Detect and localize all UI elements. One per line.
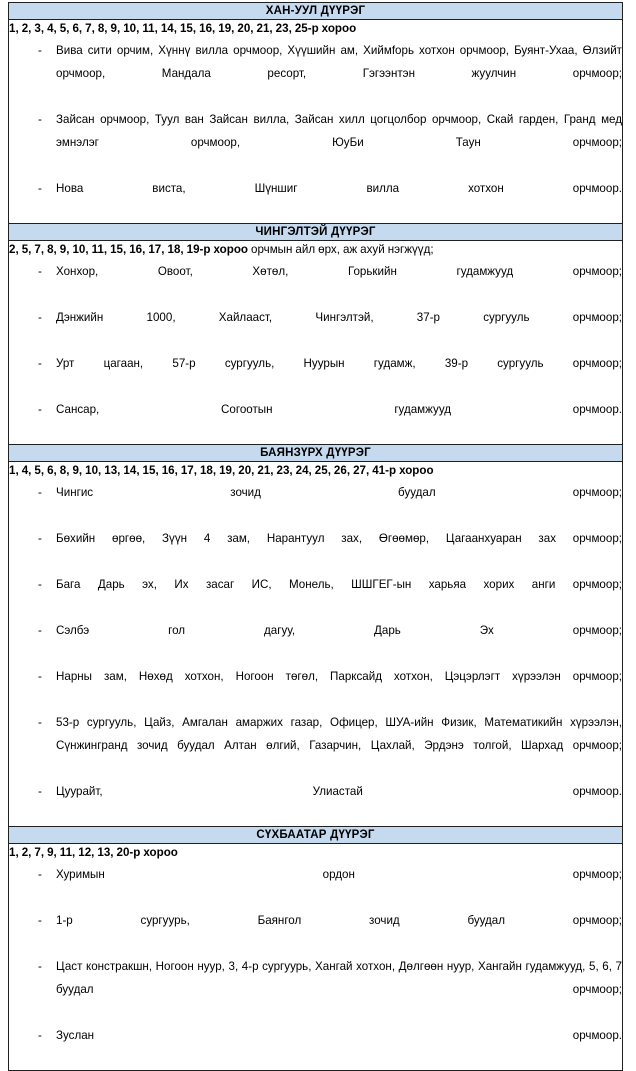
bullet-dash-icon: - — [38, 486, 42, 499]
district-location-table — [8, 2, 623, 1071]
location-list-item — [9, 398, 622, 444]
bullet-dash-icon: - — [38, 403, 42, 416]
location-list-item-text: Хонхор, Овоот, Хөтөл, Горькийн гудамжууд орчмоор; — [56, 265, 622, 278]
bullet-dash-icon: - — [38, 578, 42, 591]
location-list-item-text: Урт цагаан, 57-р сургууль, Нуурын гудамж, 39-р сургууль орчмоор; — [56, 357, 622, 370]
bullet-dash-icon: - — [38, 532, 42, 545]
bullet-dash-icon: - — [38, 624, 42, 637]
location-list-item — [9, 260, 622, 306]
khoroo-numbers-line — [9, 20, 622, 37]
district-header-cell: ЧИНГЭЛТЭЙ ДҮҮРЭГ — [9, 224, 623, 241]
bullet-dash-icon: - — [38, 1029, 42, 1042]
khoroo-numbers: 2, 5, 7, 8, 9, 10, 11, 15, 16, 17, 18, 19-р хороо — [9, 243, 248, 256]
location-list-item — [9, 481, 622, 527]
location-list-item-text: Нова виста, Шүншиг вилла хотхон орчмоор. — [56, 182, 622, 195]
location-list-item — [9, 909, 622, 955]
location-list-item-text: Цаст констракшн, Ногоон нуур, 3, 4-р сургуурь, Хангай хотхон, Дөлгөөн нуур, Хангайн гудамжууд, 5, 6, 7 буудал орчмоор; — [56, 960, 622, 996]
bullet-dash-icon: - — [38, 914, 42, 927]
khoroo-tail-text: орчмын айл өрх, аж ахуй нэгжүүд; — [248, 243, 434, 256]
bullet-dash-icon: - — [38, 716, 42, 729]
table-body — [9, 3, 623, 1071]
location-list-item — [9, 573, 622, 619]
location-list — [9, 863, 622, 1070]
bullet-dash-icon: - — [38, 44, 42, 57]
location-list-item — [9, 780, 622, 826]
location-list — [9, 39, 622, 223]
bullet-dash-icon: - — [38, 357, 42, 370]
district-header-row — [9, 3, 623, 20]
district-body-row — [9, 241, 623, 445]
location-list-item-text: 1-р сургуурь, Баянгол зочид буудал орчмоор; — [56, 914, 622, 927]
location-list-item — [9, 955, 622, 1024]
location-list-item-text: Вива сити орчим, Хүннү вилла орчмоор, Хүүшийн ам, Хиймfорь хотхон орчмоор, Буянт-Ухаа, Өлзийт орчмоор, Мандала ресорт, Гэгээнтэн жуулчин орчмоор; — [56, 44, 622, 80]
location-list-item-text: Нарны зам, Нөхөд хотхон, Ногоон төгөл, Парксайд хотхон, Цэцэрлэгт хүрээлэн орчмоор; — [56, 670, 622, 683]
khoroo-numbers: 1, 2, 3, 4, 5, 6, 7, 8, 9, 10, 11, 14, 15, 16, 19, 20, 21, 23, 25-р хороо — [9, 22, 357, 35]
bullet-dash-icon: - — [38, 785, 42, 798]
district-body-row — [9, 20, 623, 224]
khoroo-numbers-line — [9, 844, 622, 861]
district-body-cell — [9, 462, 623, 827]
location-list-item-text: Чингис зочид буудал орчмоор; — [56, 486, 622, 499]
district-body-cell — [9, 844, 623, 1071]
location-list-item-text: Сансар, Согоотын гудамжууд орчмоор. — [56, 403, 622, 416]
district-header-row — [9, 445, 623, 462]
district-header-cell: СҮХБААТАР ДҮҮРЭГ — [9, 827, 623, 844]
district-body-row — [9, 462, 623, 827]
district-header-row — [9, 827, 623, 844]
bullet-dash-icon: - — [38, 265, 42, 278]
location-list-item — [9, 306, 622, 352]
district-header-cell: БАЯНЗҮРХ ДҮҮРЭГ — [9, 445, 623, 462]
location-list — [9, 260, 622, 444]
location-list-item — [9, 352, 622, 398]
bullet-dash-icon: - — [38, 960, 42, 973]
location-list-item-text: Хуримын ордон орчмоор; — [56, 868, 622, 881]
location-list-item — [9, 619, 622, 665]
location-list-item — [9, 1024, 622, 1070]
location-list-item — [9, 711, 622, 780]
district-header-row — [9, 224, 623, 241]
location-list-item-text: Бага Дарь эх, Их засаг ИС, Монель, ШШГЕГ-ын харьяа хорих анги орчмоор; — [56, 578, 622, 591]
district-body-row — [9, 844, 623, 1071]
district-body-cell — [9, 241, 623, 445]
khoroo-numbers-line — [9, 462, 622, 479]
location-list-item-text: Зайсан орчмоор, Туул ван Зайсан вилла, Зайсан хилл цогцолбор орчмоор, Скай гарден, Гранд мед эмнэлэг орчмоор, ЮуБи Таун орчмоор; — [56, 113, 622, 149]
location-list-item — [9, 108, 622, 177]
bullet-dash-icon: - — [38, 113, 42, 126]
location-list-item-text: Сэлбэ гол дагуу, Дарь Эх орчмоор; — [56, 624, 622, 637]
location-list-item-text: Дэнжийн 1000, Хайлааст, Чингэлтэй, 37-р сургууль орчмоор; — [56, 311, 622, 324]
district-header-cell: ХАН-УУЛ ДҮҮРЭГ — [9, 3, 623, 20]
location-list-item — [9, 665, 622, 711]
bullet-dash-icon: - — [38, 182, 42, 195]
location-list-item — [9, 863, 622, 909]
location-list-item-text: Зуслан орчмоор. — [56, 1029, 622, 1042]
bullet-dash-icon: - — [38, 670, 42, 683]
khoroo-numbers: 1, 2, 7, 9, 11, 12, 13, 20-р хороо — [9, 846, 178, 859]
bullet-dash-icon: - — [38, 311, 42, 324]
location-list-item-text: Бөхийн өргөө, Зүүн 4 зам, Нарантуул зах, Өгөөмөр, Цагаанхуаран зах орчмоор; — [56, 532, 622, 545]
location-list-item — [9, 39, 622, 108]
bullet-dash-icon: - — [38, 868, 42, 881]
location-list-item — [9, 177, 622, 223]
location-list-item-text: Цуурайт, Улиастай орчмоор. — [56, 785, 622, 798]
khoroo-numbers: 1, 4, 5, 6, 8, 9, 10, 13, 14, 15, 16, 17, 18, 19, 20, 21, 23, 24, 25, 26, 27, 41-р хороо — [9, 464, 434, 477]
location-list-item-text: 53-р сургууль, Цайз, Амгалан амаржих газар, Офицер, ШУА-ийн Физик, Математикийн хүрээлэн, Сүнжингранд зочид буудал Алтан өлгий, Газарчин, Цахлай, Эрдэнэ толгой, Шархад орчмоор; — [56, 716, 622, 752]
district-body-cell — [9, 20, 623, 224]
khoroo-numbers-line — [9, 241, 622, 258]
location-list-item — [9, 527, 622, 573]
location-list — [9, 481, 622, 826]
